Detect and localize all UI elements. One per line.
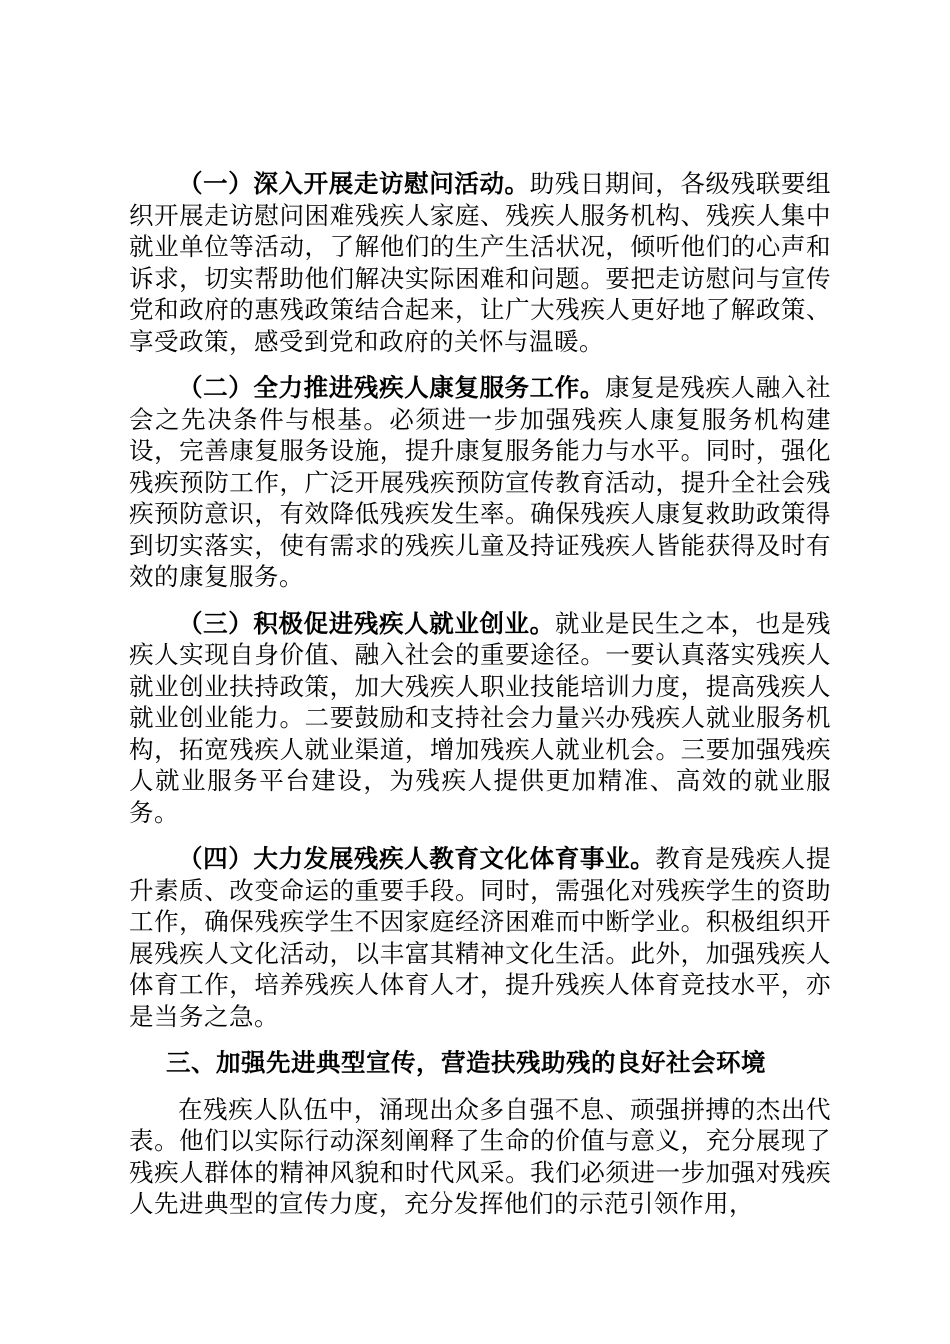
paragraph-text: 就业是民生之本，也是残疾人实现自身价值、融入社会的重要途径。一要认真落实残疾人就业创业扶持政策，加大残疾人职业技能培训力度，提高残疾人就业创业能力。二要鼓励和支持社会力量兴办残疾人就业服务机构，拓宽残疾人就业渠道，增加残疾人就业机会。三要加强残疾人就业服务平台建设，为残疾人提供更加精准、高效的就业服务。 xyxy=(129,608,832,827)
paragraph-lead: （二）全力推进残疾人康复服务工作。 xyxy=(178,373,606,402)
paragraph-lead: （三）积极促进残疾人就业创业。 xyxy=(178,608,555,638)
paragraph-rehabilitation xyxy=(129,372,831,593)
paragraph-employment xyxy=(129,608,831,829)
document-body xyxy=(129,168,831,1220)
section-heading: 三、加强先进典型宣传，营造扶残助残的良好社会环境 xyxy=(166,1048,766,1077)
paragraph-education xyxy=(129,843,831,1032)
paragraph-lead: （一）深入开展走访慰问活动。 xyxy=(178,169,530,198)
paragraph-visits xyxy=(129,168,831,357)
paragraph-role-models: 在残疾人队伍中，涌现出众多自强不息、顽强拼搏的杰出代表。他们以实际行动深刻阐释了生命的价值与意义，充分展现了残疾人群体的精神风貌和时代风采。我们必须进一步加强对残疾人先进典型的宣传力度，充分发挥他们的示范引领作用， xyxy=(129,1094,831,1218)
paragraph-text: 教育是残疾人提升素质、改变命运的重要手段。同时，需强化对残疾学生的资助工作，确保残疾学生不因家庭经济困难而中断学业。积极组织开展残疾人文化活动，以丰富其精神文化生活。此外，加强残疾人体育工作，培养残疾人体育人才，提升残疾人体育竞技水平，亦是当务之急。 xyxy=(129,844,832,1031)
paragraph-text: 助残日期间，各级残联要组织开展走访慰问困难残疾人家庭、残疾人服务机构、残疾人集中就业单位等活动，了解他们的生产生活状况，倾听他们的心声和诉求，切实帮助他们解决实际困难和问题。要把走访慰问与宣传党和政府的惠残政策结合起来，让广大残疾人更好地了解政策、享受政策，感受到党和政府的关怀与温暖。 xyxy=(129,169,832,356)
paragraph-lead: （四）大力发展残疾人教育文化体育事业。 xyxy=(178,844,656,873)
paragraph-text: 康复是残疾人融入社会之先决条件与根基。必须进一步加强残疾人康复服务机构建设，完善康复服务设施，提升康复服务能力与水平。同时，强化残疾预防工作，广泛开展残疾预防宣传教育活动，提升全社会残疾预防意识，有效降低残疾发生率。确保残疾人康复救助政策得到切实落实，使有需求的残疾儿童及持证残疾人皆能获得及时有效的康复服务。 xyxy=(129,373,832,591)
